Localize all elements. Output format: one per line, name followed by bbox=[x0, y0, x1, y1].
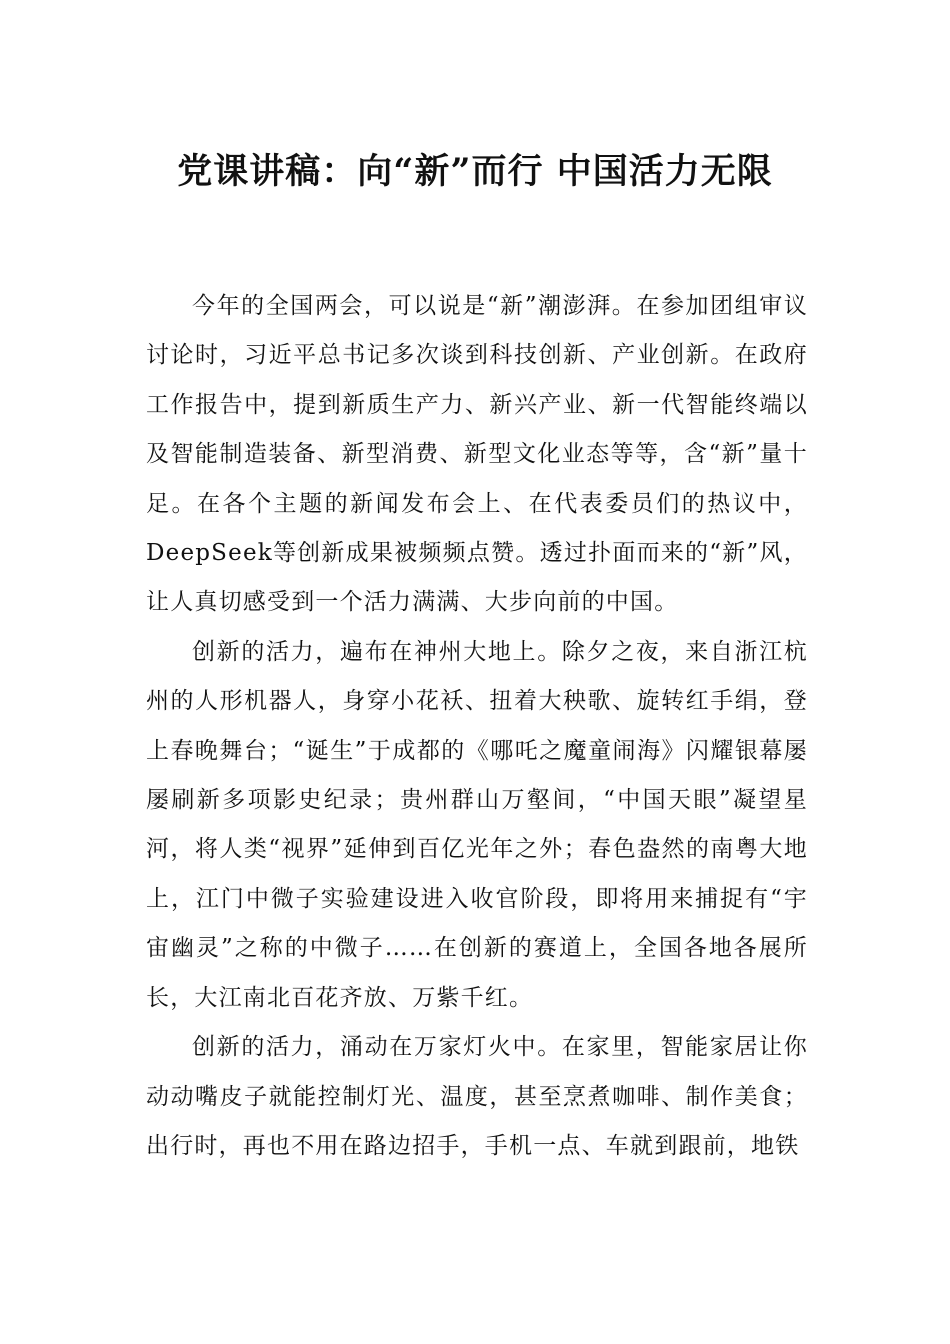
paragraph-1: 今年的全国两会，可以说是“新”潮澎湃。在参加团组审议讨论时，习近平总书记多次谈到科技创新、产业创新。在政府工作报告中，提到新质生产力、新兴产业、新一代智能终端以及智能制造装备、新型消费、新型文化业态等等，含“新”量十足。在各个主题的新闻发布会上、在代表委员们的热议中，DeepSeek等创新成果被频频点赞。透过扑面而来的“新”风，让人真切感受到一个活力满满、大步向前的中国。 bbox=[146, 293, 808, 616]
paragraph-3: 创新的活力，涌动在万家灯火中。在家里，智能家居让你动动嘴皮子就能控制灯光、温度，甚至烹煮咖啡、制作美食；出行时，再也不用在路边招手，手机一点、车就到跟前，地铁 bbox=[146, 1034, 808, 1159]
document-body bbox=[146, 282, 808, 1171]
paragraph-2: 创新的活力，遍布在神州大地上。除夕之夜，来自浙江杭州的人形机器人，身穿小花袄、扭着大秧歌、旋转红手绢，登上春晚舞台；“诞生”于成都的《哪吒之魔童闹海》闪耀银幕屡屡刷新多项影史纪录；贵州群山万壑间，“中国天眼”凝望星河，将人类“视界”延伸到百亿光年之外；春色盎然的南粤大地上，江门中微子实验建设进入收官阶段，即将用来捕捉有“宇宙幽灵”之称的中微子……在创新的赛道上，全国各地各展所长，大江南北百花齐放、万紫千红。 bbox=[146, 638, 808, 1011]
document-title: 党课讲稿：向“新”而行 中国活力无限 bbox=[177, 151, 773, 192]
